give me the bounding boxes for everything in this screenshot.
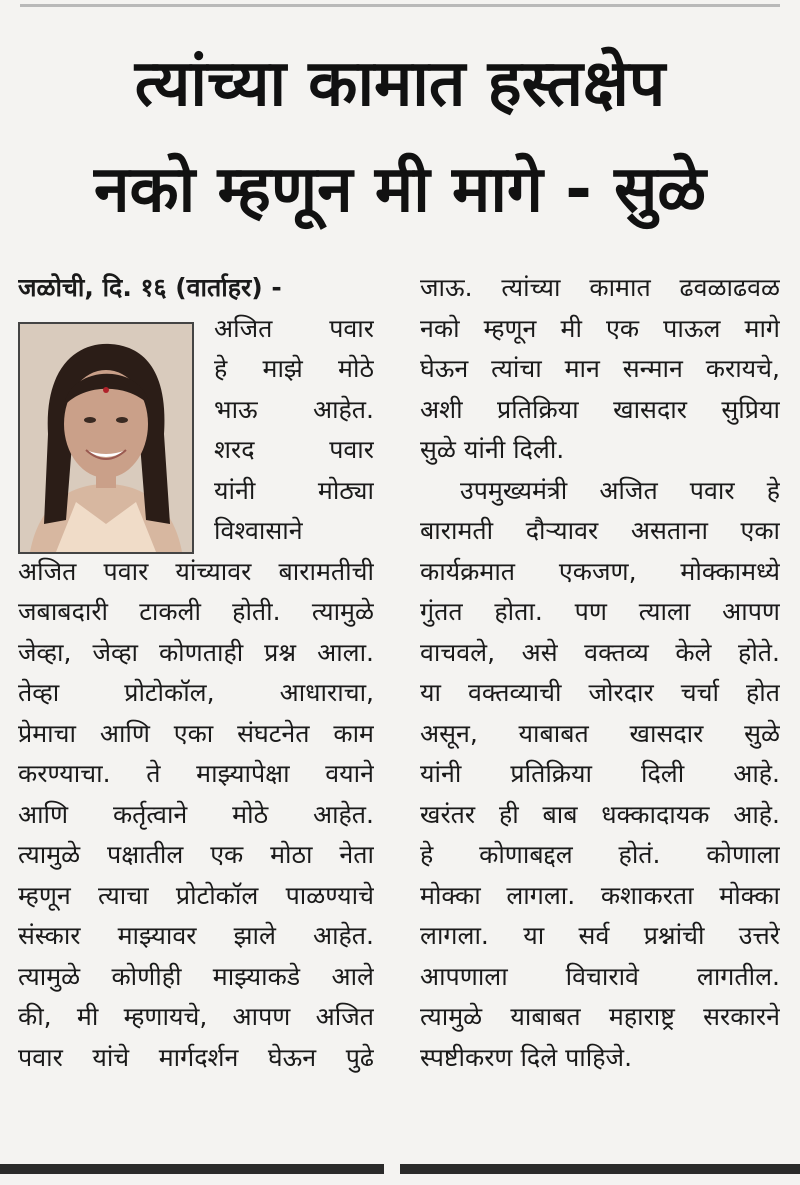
text-line: की, मी म्हणायचे, आपण अजित	[18, 1002, 374, 1031]
text-line: जबाबदारी टाकली होती. त्यामुळे	[18, 597, 374, 626]
text-line: बारामती दौऱ्यावर असताना एका	[420, 516, 780, 545]
text-line: कार्यक्रमात एकजण, मोक्कामध्ये	[420, 556, 780, 586]
text-line: करण्याचा. ते माझ्यापेक्षा वयाने	[18, 759, 374, 788]
text-line: भाऊ आहेत.	[214, 394, 374, 424]
text-line: आपणाला विचारावे लागतील.	[420, 961, 780, 991]
text-line: या वक्तव्याची जोरदार चर्चा होत	[420, 678, 780, 707]
text-line: यांनी प्रतिक्रिया दिली आहे.	[420, 759, 780, 788]
text-line: त्यामुळे पक्षातील एक मोठा नेता	[18, 840, 374, 869]
text-line: पवार यांचे मार्गदर्शन घेऊन पुढे	[18, 1042, 374, 1072]
text-line: नको म्हणून मी एक पाऊल मागे	[420, 313, 780, 343]
text-line: अशी प्रतिक्रिया खासदार सुप्रिया	[420, 394, 780, 424]
text-line: सुळे यांनी दिली.	[420, 435, 565, 464]
text-line: जाऊ. त्यांच्या कामात ढवळाढवळ	[420, 273, 780, 302]
text-line: यांनी मोठ्या	[214, 475, 374, 505]
text-line: म्हणून त्याचा प्रोटोकॉल पाळण्याचे	[18, 880, 374, 910]
right-column	[420, 268, 780, 1078]
dateline: जळोची, दि. १६ (वार्ताहर) -	[18, 273, 282, 302]
text-line: मोक्का लागला. कशाकरता मोक्का	[420, 880, 780, 910]
text-line: लागला. या सर्व प्रश्नांची उत्तरे	[420, 921, 780, 950]
left-column	[18, 268, 374, 1078]
beside-photo-text	[214, 309, 374, 552]
text-line: गुंतत होता. पण त्याला आपण	[420, 597, 780, 626]
text-line: असून, याबाबत खासदार सुळे	[420, 718, 780, 748]
text-line: तेव्हा प्रोटोकॉल, आधाराचा,	[18, 678, 374, 707]
text-line: विश्वासाने	[214, 516, 303, 545]
text-line: उपमुख्यमंत्री अजित पवार हे	[460, 475, 780, 505]
text-line: हे माझे मोठे	[214, 354, 374, 383]
bottom-rule-right	[400, 1164, 800, 1174]
bottom-rule-left	[0, 1164, 384, 1174]
text-line: शरद पवार	[214, 435, 374, 464]
text-line: स्पष्टीकरण दिले पाहिजे.	[420, 1042, 633, 1072]
text-line: त्यामुळे कोणीही माझ्याकडे आले	[18, 961, 374, 991]
headline-line-1: त्यांच्या कामात हस्तक्षेप	[134, 47, 666, 121]
text-line: हे कोणाबद्दल होतं. कोणाला	[420, 840, 780, 869]
headline-line-2: नको म्हणून मी मागे - सुळे	[94, 153, 706, 227]
top-rule	[20, 4, 780, 7]
text-line: त्यामुळे याबाबत महाराष्ट्र सरकारने	[420, 1002, 780, 1031]
text-line: अजित पवार	[214, 313, 374, 343]
text-line: घेऊन त्यांचा मान सन्मान करायचे,	[420, 354, 780, 383]
text-line: खरंतर ही बाब धक्कादायक आहे.	[420, 799, 780, 829]
text-line: वाचवले, असे वक्तव्य केले होते.	[420, 637, 780, 667]
text-line: आणि कर्तृत्वाने मोठे आहेत.	[18, 799, 374, 829]
text-line: संस्कार माझ्यावर झाले आहेत.	[18, 921, 374, 950]
text-line: प्रेमाचा आणि एका संघटनेत काम	[18, 718, 374, 748]
text-line: जेव्हा, जेव्हा कोणताही प्रश्न आला.	[18, 637, 374, 667]
text-line: अजित पवार यांच्यावर बारामतीची	[18, 556, 374, 586]
